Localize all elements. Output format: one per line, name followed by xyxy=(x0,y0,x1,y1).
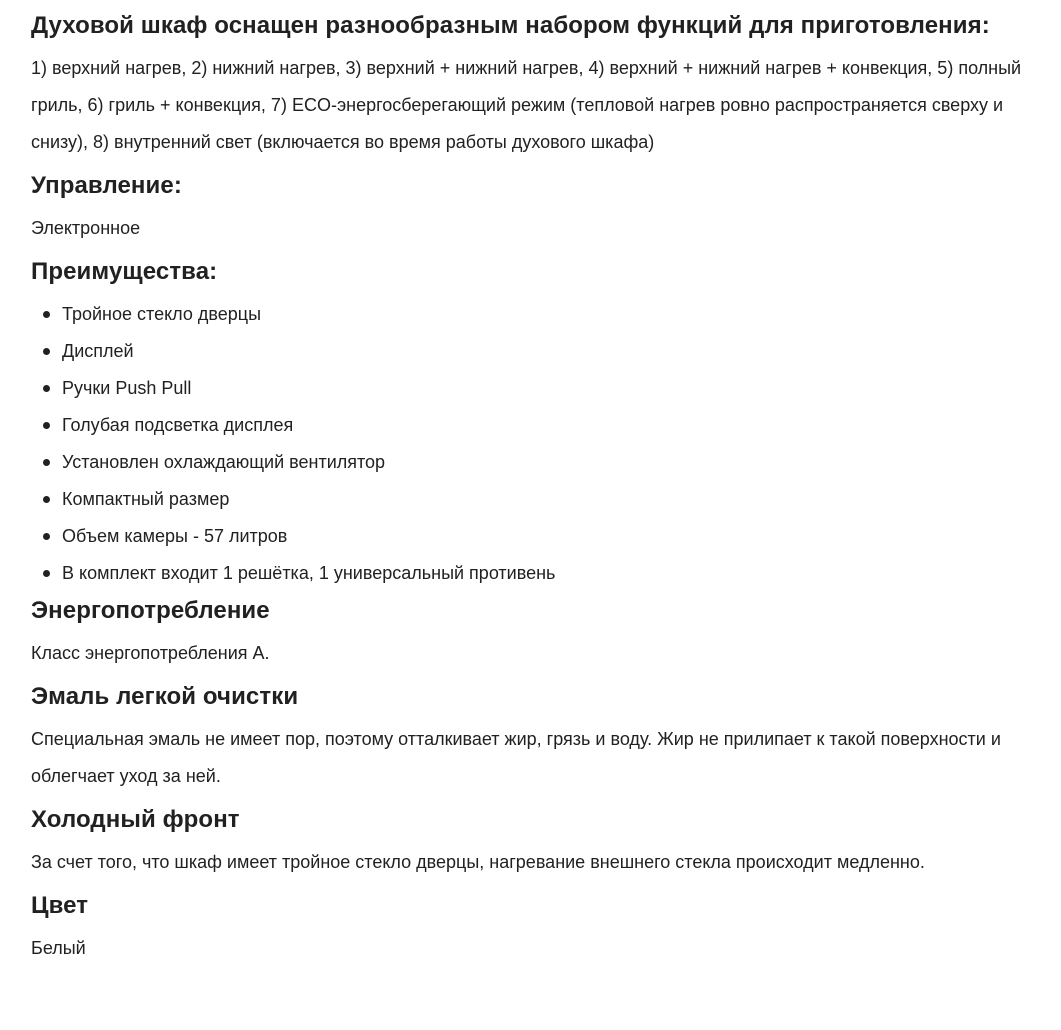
list-item-text: Компактный размер xyxy=(62,489,230,509)
list-item-text: Голубая подсветка дисплея xyxy=(62,415,294,435)
list-item xyxy=(62,518,1053,555)
list-item-text: Тройное стекло дверцы xyxy=(62,304,262,324)
advantages-heading: Преимущества: xyxy=(31,258,218,285)
energy-text: Класс энергопотребления А. xyxy=(31,643,270,663)
list-item-text: Ручки Push Pull xyxy=(62,378,192,398)
list-item-text: В комплект входит 1 решётка, 1 универсальный противень xyxy=(62,563,556,583)
list-item xyxy=(62,444,1053,481)
bullet-icon xyxy=(43,533,50,540)
advantages-list xyxy=(31,296,1053,592)
list-item xyxy=(62,333,1053,370)
enamel-heading: Эмаль легкой очистки xyxy=(31,683,299,710)
bullet-icon xyxy=(43,459,50,466)
control-text: Электронное xyxy=(31,218,141,238)
bullet-icon xyxy=(43,385,50,392)
bullet-icon xyxy=(43,422,50,429)
list-item-text: Установлен охлаждающий вентилятор xyxy=(62,452,386,472)
bullet-icon xyxy=(43,311,50,318)
list-item xyxy=(62,481,1053,518)
list-item xyxy=(62,407,1053,444)
bullet-icon xyxy=(43,348,50,355)
cold-front-heading: Холодный фронт xyxy=(31,806,240,833)
color-heading: Цвет xyxy=(31,892,89,919)
list-item xyxy=(62,555,1053,592)
bullet-icon xyxy=(43,496,50,503)
functions-text: 1) верхний нагрев, 2) нижний нагрев, 3) верхний + нижний нагрев, 4) верхний + нижний нагрев + конвекция, 5) полный гриль, 6) гриль + конвекция, 7) ECO-энергосберегающий режим (тепловой нагрев ровно распространяется сверху и снизу), 8) внутренний свет (включается во время работы духового шкафа) xyxy=(31,58,1022,152)
control-heading: Управление: xyxy=(31,172,182,199)
list-item-text: Дисплей xyxy=(62,341,134,361)
list-item xyxy=(62,370,1053,407)
enamel-text: Специальная эмаль не имеет пор, поэтому отталкивает жир, грязь и воду. Жир не прилипает к такой поверхности и облегчает уход за ней. xyxy=(31,729,1001,786)
cold-front-text: За счет того, что шкаф имеет тройное стекло дверцы, нагревание внешнего стекла происходит медленно. xyxy=(31,852,925,872)
list-item xyxy=(62,296,1053,333)
energy-heading: Энергопотребление xyxy=(31,597,270,624)
bullet-icon xyxy=(43,570,50,577)
list-item-text: Объем камеры - 57 литров xyxy=(62,526,288,546)
color-text: Белый xyxy=(31,938,86,958)
functions-heading: Духовой шкаф оснащен разнообразным набором функций для приготовления: xyxy=(31,12,990,39)
